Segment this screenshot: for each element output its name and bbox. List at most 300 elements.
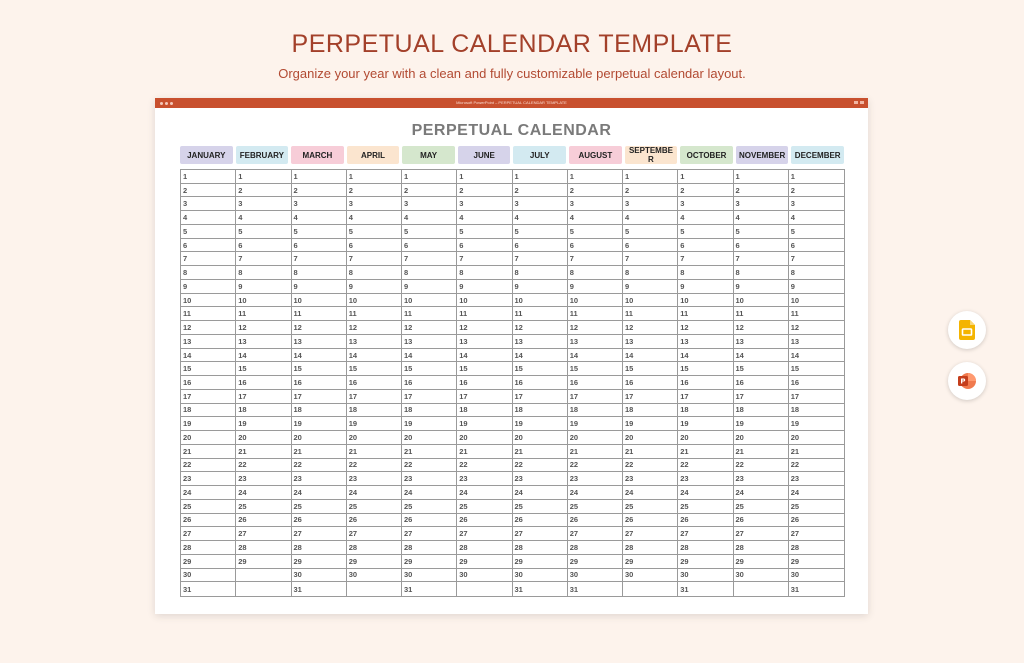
day-cell: 3 bbox=[347, 197, 402, 211]
day-cell: 2 bbox=[678, 184, 733, 198]
day-cell: 20 bbox=[678, 431, 733, 445]
day-cell: 30 bbox=[292, 569, 347, 583]
day-cell: 17 bbox=[789, 390, 844, 404]
day-cell: 15 bbox=[678, 362, 733, 376]
day-cell: 26 bbox=[347, 514, 402, 528]
day-cell: 25 bbox=[678, 500, 733, 514]
day-cell: 13 bbox=[513, 335, 568, 349]
powerpoint-icon bbox=[957, 371, 977, 391]
day-cell: 26 bbox=[568, 514, 623, 528]
day-cell: 27 bbox=[181, 527, 236, 541]
day-cell: 11 bbox=[678, 307, 733, 321]
day-cell: 11 bbox=[513, 307, 568, 321]
day-cell: 27 bbox=[457, 527, 512, 541]
day-cell: 31 bbox=[292, 582, 347, 596]
day-cell: 20 bbox=[623, 431, 678, 445]
day-cell: 22 bbox=[678, 459, 733, 473]
day-cell: 15 bbox=[789, 362, 844, 376]
day-cell: 12 bbox=[181, 321, 236, 335]
day-cell: 5 bbox=[181, 225, 236, 239]
day-cell: 8 bbox=[568, 266, 623, 280]
day-cell: 20 bbox=[789, 431, 844, 445]
day-cell: 28 bbox=[181, 541, 236, 555]
day-cell: 4 bbox=[457, 211, 512, 225]
day-cell: 14 bbox=[568, 349, 623, 363]
day-cell: 21 bbox=[734, 445, 789, 459]
day-cell: 29 bbox=[236, 555, 291, 569]
day-cell: 21 bbox=[402, 445, 457, 459]
day-cell: 8 bbox=[789, 266, 844, 280]
day-cell: 12 bbox=[513, 321, 568, 335]
day-cell: 29 bbox=[402, 555, 457, 569]
day-cell: 1 bbox=[623, 170, 678, 184]
day-cell: 9 bbox=[568, 280, 623, 294]
month-header-september: SEPTEMBER bbox=[625, 146, 678, 164]
day-cell: 4 bbox=[402, 211, 457, 225]
day-cell: 10 bbox=[789, 294, 844, 308]
window-title-text: Microsoft PowerPoint – PERPETUAL CALENDAR TEMPLATE bbox=[456, 100, 567, 105]
day-cell: 12 bbox=[678, 321, 733, 335]
day-cell: 2 bbox=[236, 184, 291, 198]
day-cell: 5 bbox=[457, 225, 512, 239]
day-cell: 2 bbox=[513, 184, 568, 198]
day-cell: 6 bbox=[734, 239, 789, 253]
day-cell: 24 bbox=[292, 486, 347, 500]
day-cell: 14 bbox=[347, 349, 402, 363]
day-cell: 28 bbox=[678, 541, 733, 555]
day-cell: 14 bbox=[513, 349, 568, 363]
day-cell: 12 bbox=[236, 321, 291, 335]
day-cell: 15 bbox=[457, 362, 512, 376]
day-cell: 3 bbox=[457, 197, 512, 211]
day-cell: 25 bbox=[568, 500, 623, 514]
day-cell: 22 bbox=[236, 459, 291, 473]
day-cell: 15 bbox=[347, 362, 402, 376]
day-cell: 7 bbox=[402, 252, 457, 266]
day-cell: 18 bbox=[181, 404, 236, 418]
day-cell: 7 bbox=[734, 252, 789, 266]
day-cell: 11 bbox=[236, 307, 291, 321]
day-cell: 6 bbox=[789, 239, 844, 253]
day-cell: 4 bbox=[734, 211, 789, 225]
day-cell: 2 bbox=[292, 184, 347, 198]
month-header-april: APRIL bbox=[347, 146, 400, 164]
day-cell: 10 bbox=[623, 294, 678, 308]
month-header-august: AUGUST bbox=[569, 146, 622, 164]
day-cell: 29 bbox=[513, 555, 568, 569]
day-cell: 8 bbox=[402, 266, 457, 280]
day-cell: 30 bbox=[181, 569, 236, 583]
day-cell: 13 bbox=[678, 335, 733, 349]
day-cell: 30 bbox=[568, 569, 623, 583]
day-cell: 4 bbox=[347, 211, 402, 225]
day-cell: 3 bbox=[789, 197, 844, 211]
day-cell: 9 bbox=[236, 280, 291, 294]
day-cell: 30 bbox=[789, 569, 844, 583]
day-cell: 23 bbox=[236, 472, 291, 486]
day-cell: 3 bbox=[568, 197, 623, 211]
day-cell: 6 bbox=[457, 239, 512, 253]
day-cell: 5 bbox=[678, 225, 733, 239]
day-cell: 20 bbox=[181, 431, 236, 445]
day-cell: 2 bbox=[623, 184, 678, 198]
day-cell: 29 bbox=[568, 555, 623, 569]
day-cell: 24 bbox=[734, 486, 789, 500]
day-cell: 9 bbox=[789, 280, 844, 294]
day-cell: 16 bbox=[181, 376, 236, 390]
day-cell: 1 bbox=[513, 170, 568, 184]
day-cell: 16 bbox=[513, 376, 568, 390]
day-cell: 24 bbox=[402, 486, 457, 500]
day-cell: 4 bbox=[789, 211, 844, 225]
month-header-october: OCTOBER bbox=[680, 146, 733, 164]
day-cell: 9 bbox=[513, 280, 568, 294]
day-cell: 7 bbox=[457, 252, 512, 266]
day-cell: 31 bbox=[790, 584, 800, 594]
day-cell: 17 bbox=[623, 390, 678, 404]
day-cell bbox=[236, 569, 291, 583]
day-cell: 16 bbox=[623, 376, 678, 390]
day-cell: 30 bbox=[678, 569, 733, 583]
day-cell: 9 bbox=[402, 280, 457, 294]
day-cell: 28 bbox=[513, 541, 568, 555]
day-cell: 17 bbox=[734, 390, 789, 404]
day-cell: 10 bbox=[513, 294, 568, 308]
day-cell: 26 bbox=[457, 514, 512, 528]
day-cell: 9 bbox=[292, 280, 347, 294]
day-cell: 6 bbox=[347, 239, 402, 253]
day-cell: 14 bbox=[623, 349, 678, 363]
day-cell: 28 bbox=[236, 541, 291, 555]
day-cell: 19 bbox=[236, 417, 291, 431]
day-cell: 15 bbox=[734, 362, 789, 376]
day-cell: 30 bbox=[734, 569, 789, 583]
day-cell: 29 bbox=[457, 555, 512, 569]
day-cell: 18 bbox=[568, 404, 623, 418]
day-cell: 1 bbox=[734, 170, 789, 184]
day-cell: 10 bbox=[347, 294, 402, 308]
day-cell: 21 bbox=[457, 445, 512, 459]
day-cell: 19 bbox=[789, 417, 844, 431]
day-cell: 4 bbox=[513, 211, 568, 225]
day-cell: 5 bbox=[734, 225, 789, 239]
window-buttons[interactable] bbox=[854, 101, 864, 104]
day-cell: 25 bbox=[789, 500, 844, 514]
day-cell: 28 bbox=[623, 541, 678, 555]
day-cell: 22 bbox=[292, 459, 347, 473]
day-cell: 15 bbox=[513, 362, 568, 376]
month-header-row bbox=[180, 146, 844, 164]
day-cell: 3 bbox=[236, 197, 291, 211]
day-cell: 24 bbox=[678, 486, 733, 500]
day-cell: 18 bbox=[513, 404, 568, 418]
day-cell: 5 bbox=[236, 225, 291, 239]
day-cell: 21 bbox=[236, 445, 291, 459]
day-cell: 8 bbox=[347, 266, 402, 280]
day-cell: 12 bbox=[568, 321, 623, 335]
day-cell: 17 bbox=[678, 390, 733, 404]
day-cell: 13 bbox=[402, 335, 457, 349]
day-cell: 5 bbox=[789, 225, 844, 239]
day-cell: 18 bbox=[623, 404, 678, 418]
day-cell: 23 bbox=[347, 472, 402, 486]
day-cell: 13 bbox=[457, 335, 512, 349]
month-header-june: JUNE bbox=[458, 146, 511, 164]
day-cell: 7 bbox=[236, 252, 291, 266]
day-cell: 24 bbox=[181, 486, 236, 500]
calendar-title: PERPETUAL CALENDAR bbox=[411, 122, 612, 139]
page-title: PERPETUAL CALENDAR TEMPLATE bbox=[291, 30, 733, 58]
day-cell: 27 bbox=[347, 527, 402, 541]
day-cell: 23 bbox=[513, 472, 568, 486]
day-cell: 11 bbox=[402, 307, 457, 321]
day-cell: 25 bbox=[292, 500, 347, 514]
day-cell: 9 bbox=[347, 280, 402, 294]
day-cell: 5 bbox=[402, 225, 457, 239]
day-cell: 3 bbox=[181, 197, 236, 211]
month-header-july: JULY bbox=[513, 146, 566, 164]
day-cell: 26 bbox=[513, 514, 568, 528]
day-cell: 1 bbox=[402, 170, 457, 184]
day-cell: 15 bbox=[292, 362, 347, 376]
day-cell: 25 bbox=[623, 500, 678, 514]
day-cell: 7 bbox=[181, 252, 236, 266]
day-cell bbox=[623, 582, 678, 596]
day-cell: 23 bbox=[292, 472, 347, 486]
day-cell: 2 bbox=[181, 184, 236, 198]
day-cell: 21 bbox=[513, 445, 568, 459]
day-cell: 27 bbox=[734, 527, 789, 541]
day-cell: 11 bbox=[457, 307, 512, 321]
day-cell: 23 bbox=[402, 472, 457, 486]
day-cell: 13 bbox=[236, 335, 291, 349]
day-cell: 1 bbox=[568, 170, 623, 184]
day-cell: 23 bbox=[457, 472, 512, 486]
day-cell: 7 bbox=[678, 252, 733, 266]
day-cell: 3 bbox=[734, 197, 789, 211]
day-cell: 17 bbox=[513, 390, 568, 404]
day-cell: 1 bbox=[347, 170, 402, 184]
day-cell: 27 bbox=[402, 527, 457, 541]
day-cell: 22 bbox=[789, 459, 844, 473]
day-cell: 19 bbox=[181, 417, 236, 431]
day-cell: 7 bbox=[789, 252, 844, 266]
day-cell: 23 bbox=[181, 472, 236, 486]
day-cell: 17 bbox=[181, 390, 236, 404]
day-cell: 12 bbox=[292, 321, 347, 335]
day-cell: 5 bbox=[568, 225, 623, 239]
day-cell: 31 bbox=[513, 582, 568, 596]
day-cell: 29 bbox=[181, 555, 236, 569]
day-cell: 1 bbox=[678, 170, 733, 184]
day-cell: 18 bbox=[678, 404, 733, 418]
day-cell: 24 bbox=[568, 486, 623, 500]
day-cell: 6 bbox=[402, 239, 457, 253]
day-cell bbox=[236, 582, 291, 596]
day-cell: 22 bbox=[181, 459, 236, 473]
day-cell: 23 bbox=[623, 472, 678, 486]
day-cell: 12 bbox=[457, 321, 512, 335]
day-cell: 22 bbox=[347, 459, 402, 473]
day-cell: 7 bbox=[513, 252, 568, 266]
day-cell: 22 bbox=[513, 459, 568, 473]
day-cell: 14 bbox=[181, 349, 236, 363]
day-cell: 16 bbox=[734, 376, 789, 390]
day-cell: 31 bbox=[678, 582, 733, 596]
day-cell: 29 bbox=[789, 555, 844, 569]
day-cell: 16 bbox=[789, 376, 844, 390]
day-cell: 6 bbox=[513, 239, 568, 253]
day-cell: 24 bbox=[789, 486, 844, 500]
day-cell: 9 bbox=[623, 280, 678, 294]
day-cell: 30 bbox=[513, 569, 568, 583]
day-cell: 26 bbox=[623, 514, 678, 528]
day-cell: 4 bbox=[568, 211, 623, 225]
google-slides-button[interactable] bbox=[948, 311, 986, 349]
day-cell: 28 bbox=[568, 541, 623, 555]
day-cell: 25 bbox=[236, 500, 291, 514]
day-cell: 8 bbox=[623, 266, 678, 280]
day-cell: 30 bbox=[623, 569, 678, 583]
day-cell: 24 bbox=[513, 486, 568, 500]
day-cell: 27 bbox=[789, 527, 844, 541]
day-cell: 2 bbox=[347, 184, 402, 198]
day-cell: 16 bbox=[347, 376, 402, 390]
day-cell: 16 bbox=[568, 376, 623, 390]
day-cell: 13 bbox=[623, 335, 678, 349]
day-cell: 23 bbox=[568, 472, 623, 486]
day-cell: 7 bbox=[347, 252, 402, 266]
day-cell: 31 bbox=[568, 582, 623, 596]
window-titlebar bbox=[155, 98, 868, 108]
day-cell: 14 bbox=[402, 349, 457, 363]
day-cell: 28 bbox=[789, 541, 844, 555]
day-cell: 18 bbox=[734, 404, 789, 418]
day-cell: 10 bbox=[181, 294, 236, 308]
day-cell: 27 bbox=[568, 527, 623, 541]
day-cell: 9 bbox=[734, 280, 789, 294]
day-cell: 16 bbox=[457, 376, 512, 390]
day-cell: 25 bbox=[347, 500, 402, 514]
day-cell bbox=[347, 582, 402, 596]
day-cell: 6 bbox=[292, 239, 347, 253]
day-cell: 12 bbox=[347, 321, 402, 335]
day-cell: 6 bbox=[236, 239, 291, 253]
day-cell: 1 bbox=[457, 170, 512, 184]
day-cell: 10 bbox=[734, 294, 789, 308]
day-cell: 17 bbox=[347, 390, 402, 404]
day-cell: 20 bbox=[292, 431, 347, 445]
day-cell: 1 bbox=[236, 170, 291, 184]
day-cell: 18 bbox=[236, 404, 291, 418]
day-cell: 5 bbox=[292, 225, 347, 239]
month-header-february: FEBRUARY bbox=[236, 146, 289, 164]
day-cell: 17 bbox=[568, 390, 623, 404]
day-cell: 29 bbox=[623, 555, 678, 569]
day-cell: 12 bbox=[734, 321, 789, 335]
day-cell: 20 bbox=[568, 431, 623, 445]
day-cell: 29 bbox=[734, 555, 789, 569]
day-cell: 25 bbox=[457, 500, 512, 514]
day-cell: 14 bbox=[678, 349, 733, 363]
day-cell: 6 bbox=[568, 239, 623, 253]
day-cell: 16 bbox=[402, 376, 457, 390]
day-cell: 24 bbox=[347, 486, 402, 500]
day-cell: 26 bbox=[181, 514, 236, 528]
day-cell: 28 bbox=[402, 541, 457, 555]
day-cell: 27 bbox=[236, 527, 291, 541]
day-cell: 2 bbox=[568, 184, 623, 198]
day-cell: 13 bbox=[568, 335, 623, 349]
day-cell: 9 bbox=[457, 280, 512, 294]
day-cell: 27 bbox=[292, 527, 347, 541]
day-cell: 19 bbox=[457, 417, 512, 431]
day-cell: 10 bbox=[292, 294, 347, 308]
day-cell: 28 bbox=[292, 541, 347, 555]
day-cell: 3 bbox=[402, 197, 457, 211]
day-cell: 14 bbox=[292, 349, 347, 363]
day-cell: 25 bbox=[402, 500, 457, 514]
day-cell: 11 bbox=[181, 307, 236, 321]
day-cell bbox=[457, 582, 512, 596]
day-cell: 21 bbox=[568, 445, 623, 459]
day-cell: 31 bbox=[181, 582, 236, 596]
day-cell: 19 bbox=[402, 417, 457, 431]
day-cell: 10 bbox=[678, 294, 733, 308]
month-header-may: MAY bbox=[402, 146, 455, 164]
powerpoint-button[interactable] bbox=[948, 362, 986, 400]
day-cell: 27 bbox=[623, 527, 678, 541]
day-cell: 21 bbox=[347, 445, 402, 459]
day-cell: 27 bbox=[678, 527, 733, 541]
day-cell: 14 bbox=[734, 349, 789, 363]
day-cell: 7 bbox=[292, 252, 347, 266]
day-cell: 20 bbox=[402, 431, 457, 445]
day-cell: 3 bbox=[513, 197, 568, 211]
day-cell: 24 bbox=[236, 486, 291, 500]
day-cell: 24 bbox=[623, 486, 678, 500]
day-cell: 11 bbox=[292, 307, 347, 321]
calendar-grid bbox=[180, 169, 845, 597]
presentation-window bbox=[155, 98, 868, 614]
day-cell: 23 bbox=[678, 472, 733, 486]
day-cell: 29 bbox=[292, 555, 347, 569]
day-cell: 18 bbox=[402, 404, 457, 418]
day-cell: 19 bbox=[623, 417, 678, 431]
day-cell: 26 bbox=[678, 514, 733, 528]
day-cell: 12 bbox=[623, 321, 678, 335]
day-cell: 6 bbox=[678, 239, 733, 253]
day-cell: 29 bbox=[678, 555, 733, 569]
month-header-january: JANUARY bbox=[180, 146, 233, 164]
day-cell: 11 bbox=[347, 307, 402, 321]
day-cell: 18 bbox=[789, 404, 844, 418]
day-cell: 15 bbox=[402, 362, 457, 376]
day-cell: 11 bbox=[568, 307, 623, 321]
day-cell: 15 bbox=[568, 362, 623, 376]
day-cell: 18 bbox=[457, 404, 512, 418]
day-cell: 30 bbox=[457, 569, 512, 583]
day-cell: 30 bbox=[402, 569, 457, 583]
day-cell: 12 bbox=[789, 321, 844, 335]
day-cell: 1 bbox=[181, 170, 236, 184]
day-cell: 4 bbox=[236, 211, 291, 225]
day-cell: 17 bbox=[292, 390, 347, 404]
day-cell: 20 bbox=[457, 431, 512, 445]
day-cell: 1 bbox=[789, 170, 844, 184]
day-cell: 25 bbox=[734, 500, 789, 514]
day-cell: 28 bbox=[347, 541, 402, 555]
